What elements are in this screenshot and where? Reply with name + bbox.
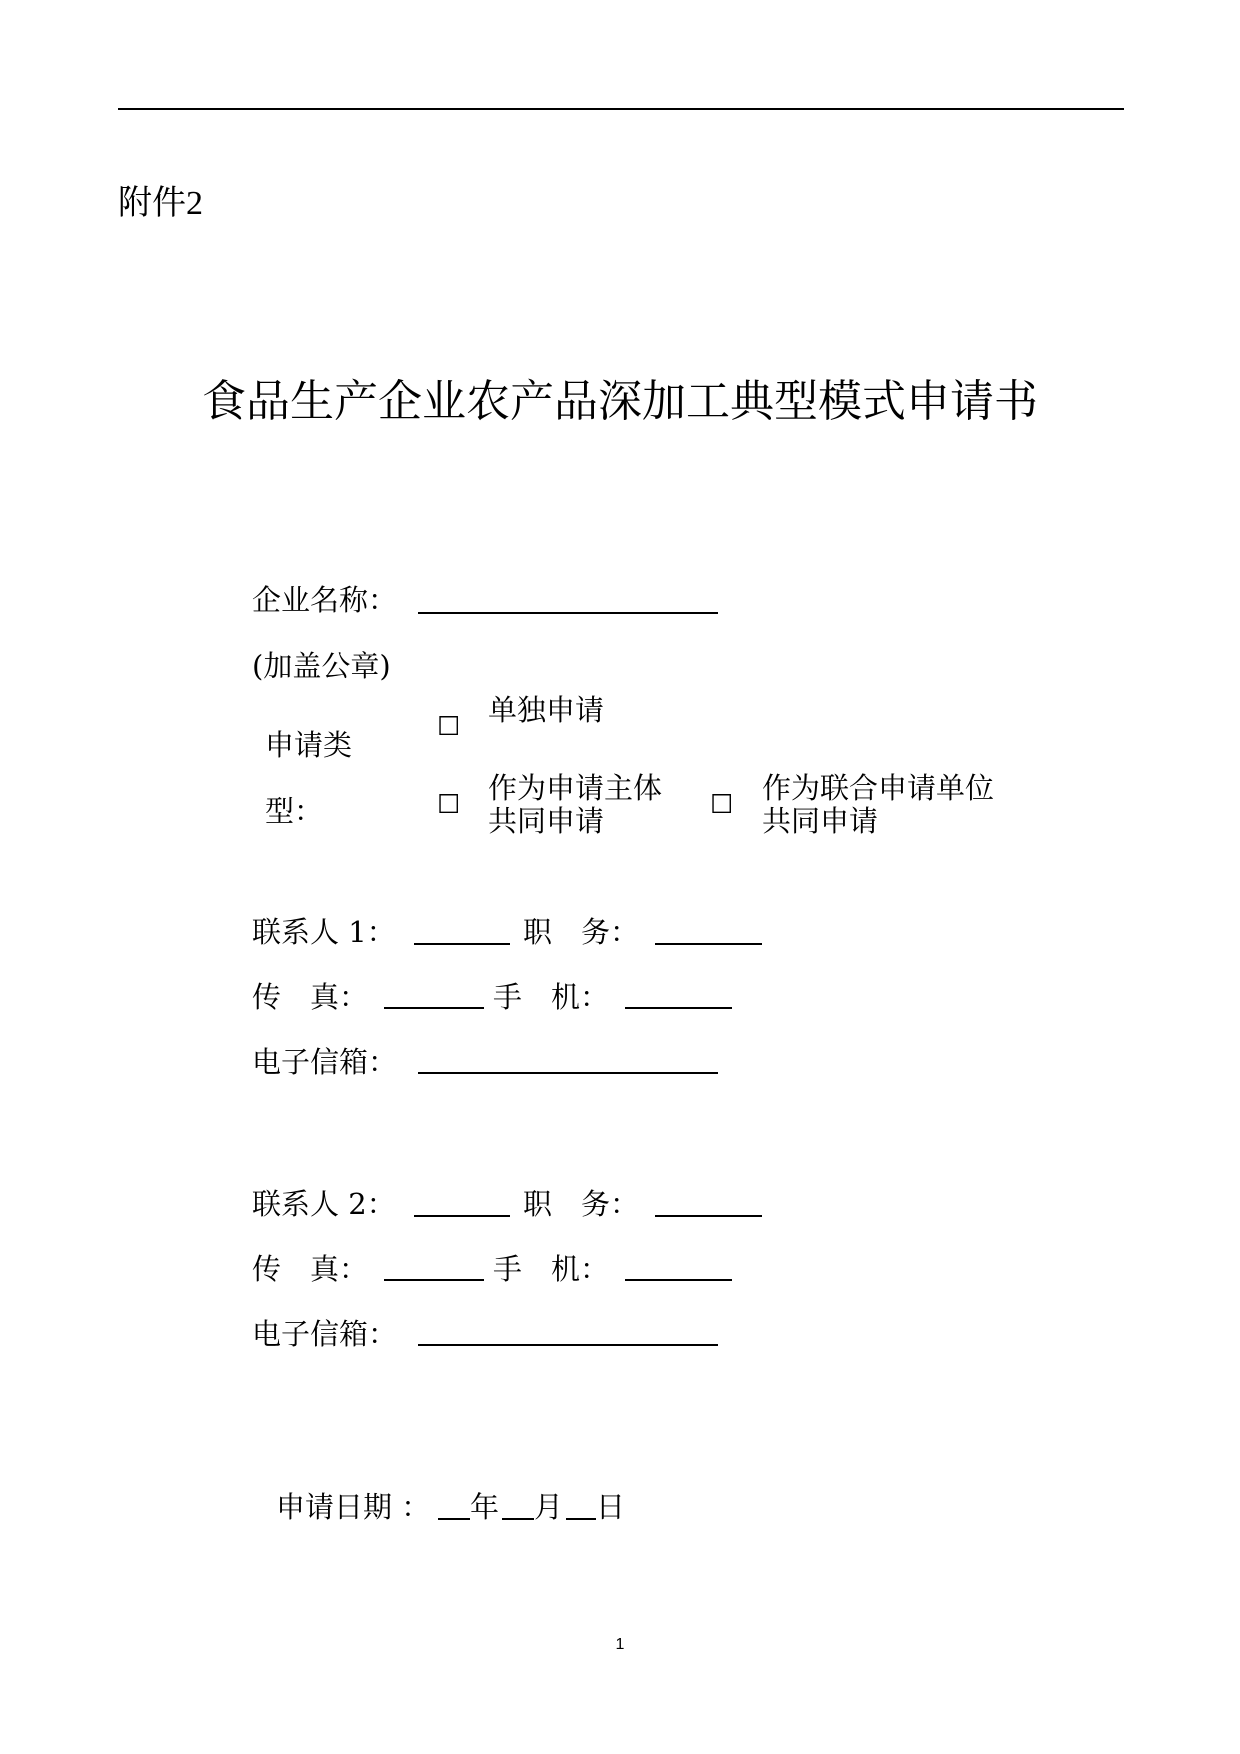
date-year-label: 年 — [470, 1490, 500, 1524]
contact2-mobile-label: 手 机： — [493, 1252, 610, 1286]
contact2-mobile-field[interactable] — [625, 1279, 732, 1281]
contact1-email-label: 电子信箱： — [252, 1045, 398, 1079]
contact2-fax-field[interactable] — [384, 1279, 484, 1281]
checkbox-solo-apply[interactable]: ☐ — [437, 712, 461, 742]
contact2-email-label: 电子信箱： — [252, 1317, 398, 1351]
checkbox-joint-applicant[interactable]: ☐ — [710, 790, 734, 820]
contact1-fax-field[interactable] — [384, 1007, 484, 1009]
contact2-position-field[interactable] — [655, 1215, 762, 1217]
contact2-fax-label: 传 真： — [252, 1252, 369, 1286]
apply-type-label-cont: 型： — [265, 794, 324, 828]
company-name-label: 企业名称： — [252, 583, 398, 617]
contact1-mobile-field[interactable] — [625, 1007, 732, 1009]
attachment-label: 附件2 — [118, 183, 203, 223]
date-year-field[interactable] — [438, 1518, 470, 1520]
date-day-label: 日 — [596, 1490, 626, 1524]
contact1-position-label: 职 务： — [523, 915, 640, 949]
contact2-person-field[interactable] — [414, 1215, 510, 1217]
option-joint-applicant-label: 作为联合申请单位 共同申请 — [762, 771, 995, 838]
date-day-field[interactable] — [566, 1518, 596, 1520]
apply-type-label: 申请类 — [265, 728, 353, 762]
option-solo-apply-label: 单独申请 — [488, 693, 605, 727]
contact1-person-field[interactable] — [414, 943, 510, 945]
date-month-field[interactable] — [502, 1518, 534, 1520]
contact1-fax-label: 传 真： — [252, 980, 369, 1014]
document-title: 食品生产企业农产品深加工典型模式申请书 — [202, 376, 1038, 427]
seal-note: (加盖公章) — [252, 649, 391, 683]
date-month-label: 月 — [534, 1490, 564, 1524]
company-name-field[interactable] — [418, 612, 718, 614]
contact1-position-field[interactable] — [655, 943, 762, 945]
checkbox-main-applicant[interactable]: ☐ — [437, 790, 461, 820]
contact1-email-field[interactable] — [418, 1072, 718, 1074]
date-label: 申请日期 ： — [276, 1490, 431, 1524]
option-main-applicant-label: 作为申请主体 共同申请 — [488, 771, 663, 838]
header-rule — [118, 108, 1124, 110]
contact2-position-label: 职 务： — [523, 1187, 640, 1221]
contact1-mobile-label: 手 机： — [493, 980, 610, 1014]
page-number: 1 — [615, 1636, 625, 1653]
contact2-email-field[interactable] — [418, 1344, 718, 1346]
contact2-person-label: 联系人 2： — [252, 1187, 396, 1221]
contact1-person-label: 联系人 1： — [252, 915, 396, 949]
